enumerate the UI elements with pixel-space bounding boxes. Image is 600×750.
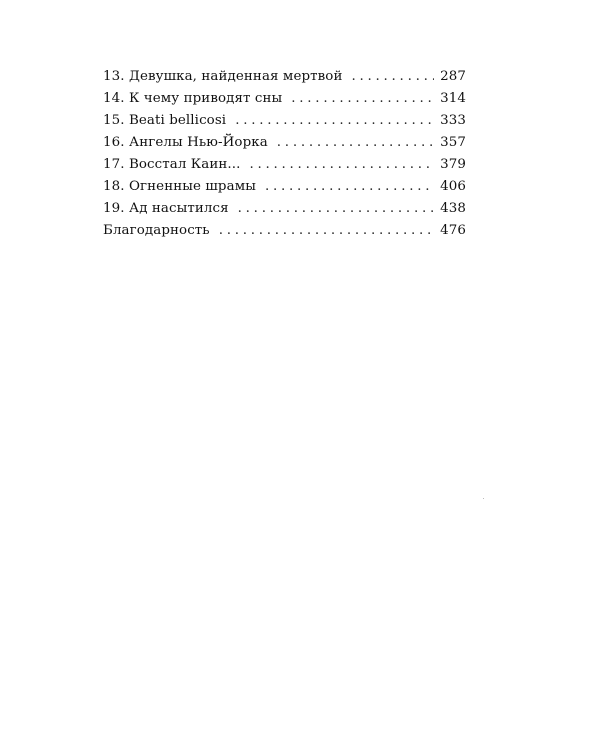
toc-entry-title: 17. Восстал Каин... xyxy=(103,157,241,172)
toc-entry-title: Благодарность xyxy=(103,223,210,238)
toc-dot-leader xyxy=(219,220,434,242)
toc-entry xyxy=(103,132,466,154)
toc-entry xyxy=(103,220,466,242)
toc-entry-title: 16. Ангелы Нью-Йорка xyxy=(103,135,268,150)
toc-entry-title: 18. Огненные шрамы xyxy=(103,179,256,194)
toc-dot-leader xyxy=(277,132,434,154)
toc-entry-title: 14. К чему приводят сны xyxy=(103,91,283,106)
toc-dot-leader xyxy=(249,154,434,176)
toc-entry xyxy=(103,154,466,176)
toc-entry xyxy=(103,198,466,220)
toc-entry-title: 19. Ад насытился xyxy=(103,201,229,216)
toc-entry-page: 333 xyxy=(440,113,466,128)
toc-entry xyxy=(103,66,466,88)
toc-entry-page: 314 xyxy=(440,91,466,106)
toc-entry-page: 357 xyxy=(440,135,466,150)
toc-entry xyxy=(103,88,466,110)
toc-entry xyxy=(103,110,466,132)
toc-entry xyxy=(103,176,466,198)
toc-dot-leader xyxy=(291,88,434,110)
toc-dot-leader xyxy=(351,66,434,88)
scan-speck xyxy=(483,498,484,499)
toc-entry-title: 15. Beati bellicosi xyxy=(103,113,227,128)
toc-dot-leader xyxy=(238,198,434,220)
toc-dot-leader xyxy=(235,110,434,132)
toc-dot-leader xyxy=(265,176,434,198)
toc-entry-title: 13. Девушка, найденная мертвой xyxy=(103,69,343,84)
table-of-contents xyxy=(103,66,466,242)
toc-entry-page: 438 xyxy=(440,201,466,216)
toc-entry-page: 476 xyxy=(440,223,466,238)
toc-entry-page: 406 xyxy=(440,179,466,194)
toc-entry-page: 287 xyxy=(440,69,466,84)
toc-entry-page: 379 xyxy=(440,157,466,172)
